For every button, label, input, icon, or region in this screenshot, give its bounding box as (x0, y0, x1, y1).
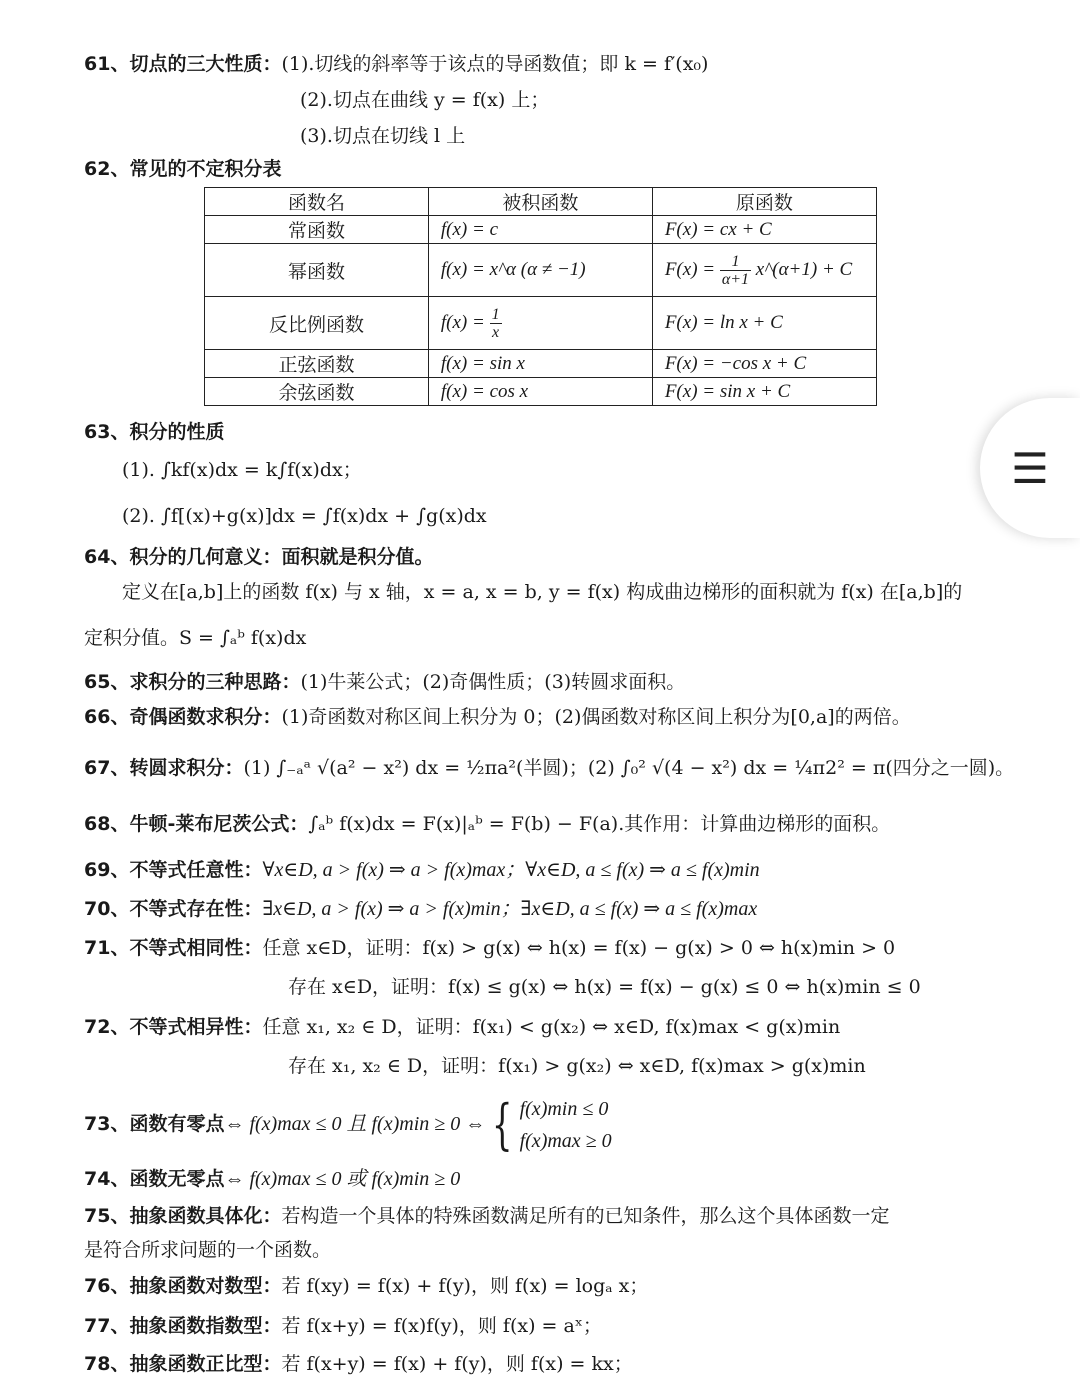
item-75-p1: 若构造一个具体的特殊函数满足所有的已知条件，那么这个具体函数一定 (281, 1205, 890, 1227)
table-header-cell: 函数名 (205, 188, 429, 216)
table-row (205, 297, 877, 350)
item-66-text: (1)奇函数对称区间上积分为 0；(2)偶函数对称区间上积分为[0,a]的两倍。 (281, 706, 911, 728)
item-65-text: (1)牛莱公式；(2)奇偶性质；(3)转圆求面积。 (300, 671, 686, 693)
table-cell-primitive: F(x) = −cos x + C (652, 350, 876, 378)
item-73 (84, 1092, 612, 1157)
item-63-title: 63、积分的性质 (84, 421, 225, 443)
table-cell-name: 反比例函数 (205, 297, 429, 350)
primitive-prefix: F(x) = (664, 258, 716, 280)
item-76-title: 76、抽象函数对数型： (84, 1275, 282, 1297)
item-73-text: ⇔ f(x)max ≤ 0 且 f(x)min ≥ 0 ⇔ (224, 1113, 486, 1135)
item-65 (84, 668, 685, 696)
item-61 (84, 50, 708, 78)
left-brace: { (492, 1093, 513, 1156)
item-68-text: ∫ₐᵇ f(x)dx = F(x)|ₐᵇ = F(b) − F(a).其作用：计算曲边梯形的面积。 (308, 813, 891, 835)
table-cell-primitive: F(x) = ln x + C (652, 297, 876, 350)
table-cell-name: 余弦函数 (205, 378, 429, 406)
item-74-title: 74、函数无零点 (84, 1168, 225, 1190)
fraction-denominator: x (492, 323, 500, 341)
table-cell-integrand: f(x) = sin x (428, 350, 652, 378)
item-70-title: 70、不等式存在性： (84, 898, 263, 920)
item-72-p2: 存在 x₁, x₂ ∈ D，证明：f(x₁) > g(x₂) ⇔ x∈D, f(x)max > g(x)min (288, 1055, 866, 1077)
floating-menu-button[interactable] (980, 398, 1080, 538)
table-row (205, 378, 877, 406)
fraction (490, 306, 502, 341)
item-64-p1: 定义在[a,b]上的函数 f(x) 与 x 轴，x = a, x = b, y = f(x) 构成曲边梯形的面积就为 f(x) 在[a,b]的 (122, 581, 963, 603)
item-64-p2: 定积分值。S = ∫ₐᵇ f(x)dx (84, 627, 307, 649)
item-69-title: 69、不等式任意性： (84, 859, 263, 881)
item-72-title: 72、不等式相异性： (84, 1016, 263, 1038)
fraction-denominator: α+1 (721, 270, 750, 288)
item-76 (84, 1272, 648, 1300)
table-header-cell: 被积函数 (428, 188, 652, 216)
table-cell-integrand: f(x) = cos x (428, 378, 652, 406)
table-row (205, 350, 877, 378)
item-61-title: 61、切点的三大性质： (84, 53, 282, 75)
integrand-prefix: f(x) = (440, 311, 485, 333)
item-75 (84, 1202, 889, 1230)
item-73-cases (520, 1093, 612, 1157)
table-cell-integrand: f(x) = x^α (α ≠ −1) (428, 244, 652, 297)
item-63-p1: (1). ∫kf(x)dx = k∫f(x)dx； (122, 459, 362, 481)
item-71-p2: 存在 x∈D，证明：f(x) ≤ g(x) ⇔ h(x) = f(x) − g(x) ≤ 0 ⇔ h(x)min ≤ 0 (288, 976, 921, 998)
table-cell-name: 常函数 (205, 216, 429, 244)
item-69-text: ∀x∈D, a > f(x) ⇒ a > f(x)max；∀x∈D, a ≤ f(x) ⇒ a ≤ f(x)min (262, 859, 760, 881)
table-cell-primitive: F(x) = sin x + C (652, 378, 876, 406)
item-68-title: 68、牛顿-莱布尼茨公式： (84, 813, 309, 835)
item-61-p3: (3).切点在切线 l 上 (300, 125, 466, 147)
item-70-text: ∃x∈D, a > f(x) ⇒ a > f(x)min；∃x∈D, a ≤ f(x) ⇒ a ≤ f(x)max (262, 898, 758, 920)
item-65-title: 65、求积分的三种思路： (84, 671, 301, 693)
item-66 (84, 703, 911, 731)
table-cell-name: 幂函数 (205, 244, 429, 297)
item-72 (84, 1013, 840, 1041)
item-78-title: 78、抽象函数正比型： (84, 1353, 282, 1375)
item-74-text: ⇔ f(x)max ≤ 0 或 f(x)min ≥ 0 (224, 1168, 461, 1190)
item-78 (84, 1350, 633, 1378)
item-61-p1: (1).切线的斜率等于该点的导函数值；即 k = f′(x₀) (281, 53, 709, 75)
item-63-p2: (2). ∫f[(x)+g(x)]dx = ∫f(x)dx + ∫g(x)dx (122, 505, 487, 527)
item-77-title: 77、抽象函数指数型： (84, 1315, 282, 1337)
item-66-title: 66、奇偶函数求积分： (84, 706, 282, 728)
item-71-title: 71、不等式相同性： (84, 937, 263, 959)
item-76-text: 若 f(xy) = f(x) + f(y)，则 f(x) = logₐ x； (281, 1275, 649, 1297)
table-cell-primitive: F(x) = cx + C (652, 216, 876, 244)
item-67-title: 67、转圆求积分： (84, 757, 244, 779)
item-71-p1: 任意 x∈D，证明：f(x) > g(x) ⇔ h(x) = f(x) − g(x) > 0 ⇔ h(x)min > 0 (262, 937, 896, 959)
table-row (205, 244, 877, 297)
item-61-p2: (2).切点在曲线 y = f(x) 上； (300, 89, 550, 111)
item-78-text: 若 f(x+y) = f(x) + f(y)，则 f(x) = kx； (281, 1353, 633, 1375)
table-cell-name: 正弦函数 (205, 350, 429, 378)
primitive-suffix: x^(α+1) + C (755, 258, 853, 280)
item-71 (84, 934, 895, 962)
fraction-numerator: 1 (720, 253, 751, 271)
item-73-case1: f(x)min ≤ 0 (519, 1098, 609, 1120)
fraction (720, 253, 751, 288)
item-67 (84, 754, 1014, 782)
table-header-row (205, 188, 877, 216)
table-cell-integrand (428, 297, 652, 350)
item-62-title: 62、常见的不定积分表 (84, 158, 282, 180)
integral-table (204, 187, 877, 406)
item-77 (84, 1312, 602, 1340)
item-75-p2: 是符合所求问题的一个函数。 (84, 1239, 332, 1261)
item-73-case2: f(x)max ≥ 0 (519, 1130, 612, 1152)
table-cell-integrand: f(x) = c (428, 216, 652, 244)
item-74 (84, 1165, 460, 1193)
item-72-p1: 任意 x₁, x₂ ∈ D，证明：f(x₁) < g(x₂) ⇔ x∈D, f(x)max < g(x)min (262, 1016, 841, 1038)
item-73-title: 73、函数有零点 (84, 1113, 225, 1135)
item-75-title: 75、抽象函数具体化： (84, 1205, 282, 1227)
table-row (205, 216, 877, 244)
item-77-text: 若 f(x+y) = f(x)f(y)，则 f(x) = aˣ； (281, 1315, 602, 1337)
fraction-numerator: 1 (491, 305, 500, 323)
item-69 (84, 856, 760, 884)
menu-icon: ☰ (1011, 443, 1049, 493)
table-header-cell: 原函数 (652, 188, 876, 216)
item-70 (84, 895, 757, 923)
item-68 (84, 810, 890, 838)
table-cell-primitive (652, 244, 876, 297)
item-67-text: (1) ∫₋ₐᵃ √(a² − x²) dx = ½πa²(半圆)；(2) ∫₀² √(4 − x²) dx = ¼π2² = π(四分之一圆)。 (243, 757, 1015, 779)
item-64-title: 64、积分的几何意义：面积就是积分值。 (84, 546, 434, 568)
